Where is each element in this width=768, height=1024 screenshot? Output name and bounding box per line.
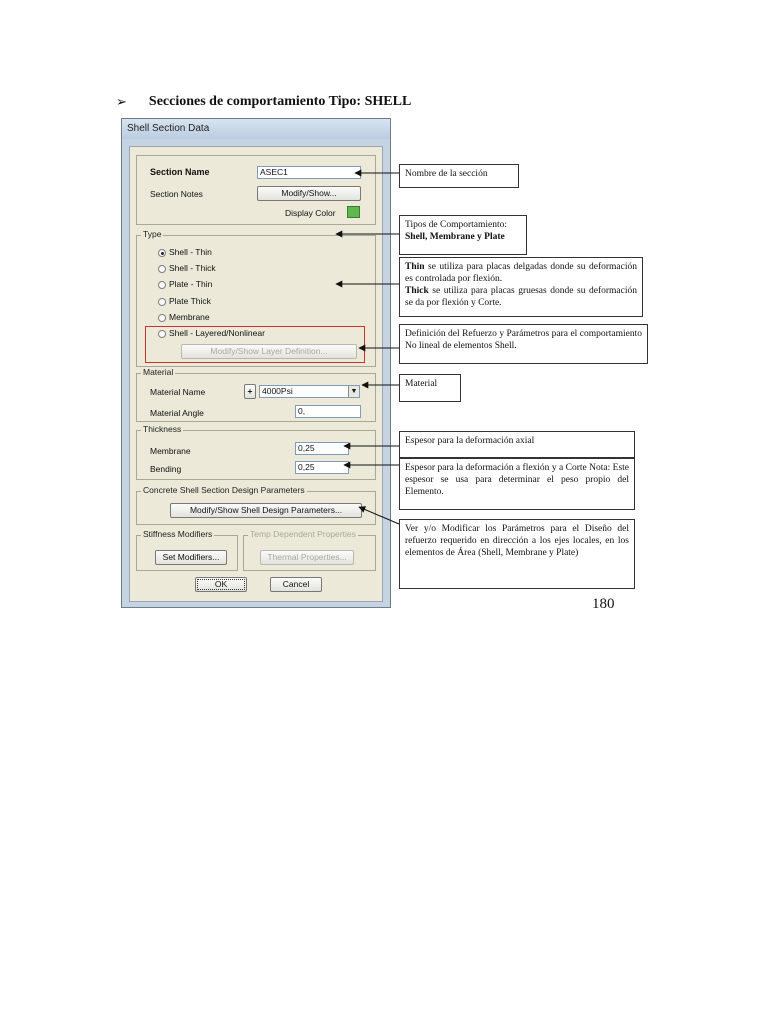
cancel-button[interactable]: Cancel xyxy=(270,577,322,592)
type-option-label: Shell - Thin xyxy=(169,247,212,257)
callout-tipos xyxy=(399,215,527,255)
membrane-label: Membrane xyxy=(150,446,191,456)
material-legend: Material xyxy=(143,367,174,377)
callout-espesor-axial: Espesor para la deformación axial xyxy=(399,431,635,458)
callout-espesor-flexion: Espesor para la deformación a flexión y a Corte Nota: Este espesor se usa para determinar el peso propio del Elemento. xyxy=(399,458,635,510)
type-legend: Type xyxy=(143,229,162,239)
design-legend: Concrete Shell Section Design Parameters xyxy=(143,485,305,495)
thickness-legend: Thickness xyxy=(143,424,182,434)
type-option-label: Membrane xyxy=(169,312,210,322)
material-angle-input[interactable]: 0, xyxy=(295,405,361,418)
shell-design-parameters-button[interactable]: Modify/Show Shell Design Parameters... xyxy=(170,503,362,518)
callout-ver-modificar: Ver y/o Modificar los Parámetros para el Diseño del refuerzo requerido en dirección a los ejes locales, en los elementos de Área (Shell, Membrane y Plate) xyxy=(399,519,635,589)
callout-tipos-line2: Shell, Membrane y Plate xyxy=(405,232,505,242)
bending-label: Bending xyxy=(150,464,182,474)
section-name-label: Section Name xyxy=(150,167,210,177)
arrow-to-design-button xyxy=(359,507,399,524)
bullet-arrow-icon: ➢ xyxy=(116,94,127,109)
callout-section-name: Nombre de la sección xyxy=(399,164,519,188)
callout-tipos-line1: Tipos de Comportamiento: xyxy=(405,220,508,230)
stiffness-legend: Stiffness Modifiers xyxy=(143,529,213,539)
type-option-label: Plate Thick xyxy=(169,296,211,306)
temp-legend: Temp Dependent Properties xyxy=(250,529,356,539)
set-modifiers-button[interactable]: Set Modifiers... xyxy=(155,550,227,565)
layer-definition-button[interactable]: Modify/Show Layer Definition... xyxy=(181,344,357,359)
thermal-properties-button[interactable]: Thermal Properties... xyxy=(260,550,354,565)
heading-text: Secciones de comportamiento Tipo: SHELL xyxy=(148,94,412,109)
ok-button[interactable]: OK xyxy=(195,577,247,592)
material-select-value: 4000Psi xyxy=(262,386,293,396)
thick-text: se utiliza para placas gruesas donde su deformación se da por flexión y Corte. xyxy=(405,286,637,308)
material-plus-button[interactable]: + xyxy=(244,384,256,399)
membrane-thickness-input[interactable]: 0,25 xyxy=(295,442,349,455)
callout-refuerzo: Definición del Refuerzo y Parámetros para el comportamiento No lineal de elementos Shell. xyxy=(399,324,648,364)
dialog-title: Shell Section Data xyxy=(122,119,390,139)
type-option-label: Shell - Thick xyxy=(169,263,216,273)
material-angle-label: Material Angle xyxy=(150,408,204,418)
callout-material: Material xyxy=(399,374,461,402)
section-name-input[interactable]: ASEC1 xyxy=(257,166,361,179)
type-option-label: Shell - Layered/Nonlinear xyxy=(169,328,265,338)
thin-text: se utiliza para placas delgadas donde su deformación es controlada por flexión. xyxy=(405,262,637,284)
bending-thickness-input[interactable]: 0,25 xyxy=(295,461,349,474)
display-color-label: Display Color xyxy=(285,208,336,218)
material-name-label: Material Name xyxy=(150,387,206,397)
section-notes-label: Section Notes xyxy=(150,189,203,199)
page-number: 180 xyxy=(592,596,615,612)
callout-thin-thick xyxy=(399,257,643,317)
chevron-down-icon[interactable]: ▼ xyxy=(348,386,359,397)
type-option-label: Plate - Thin xyxy=(169,279,213,289)
modify-show-button[interactable]: Modify/Show... xyxy=(257,186,361,201)
thin-word: Thin xyxy=(405,262,425,272)
thick-word: Thick xyxy=(405,286,429,296)
